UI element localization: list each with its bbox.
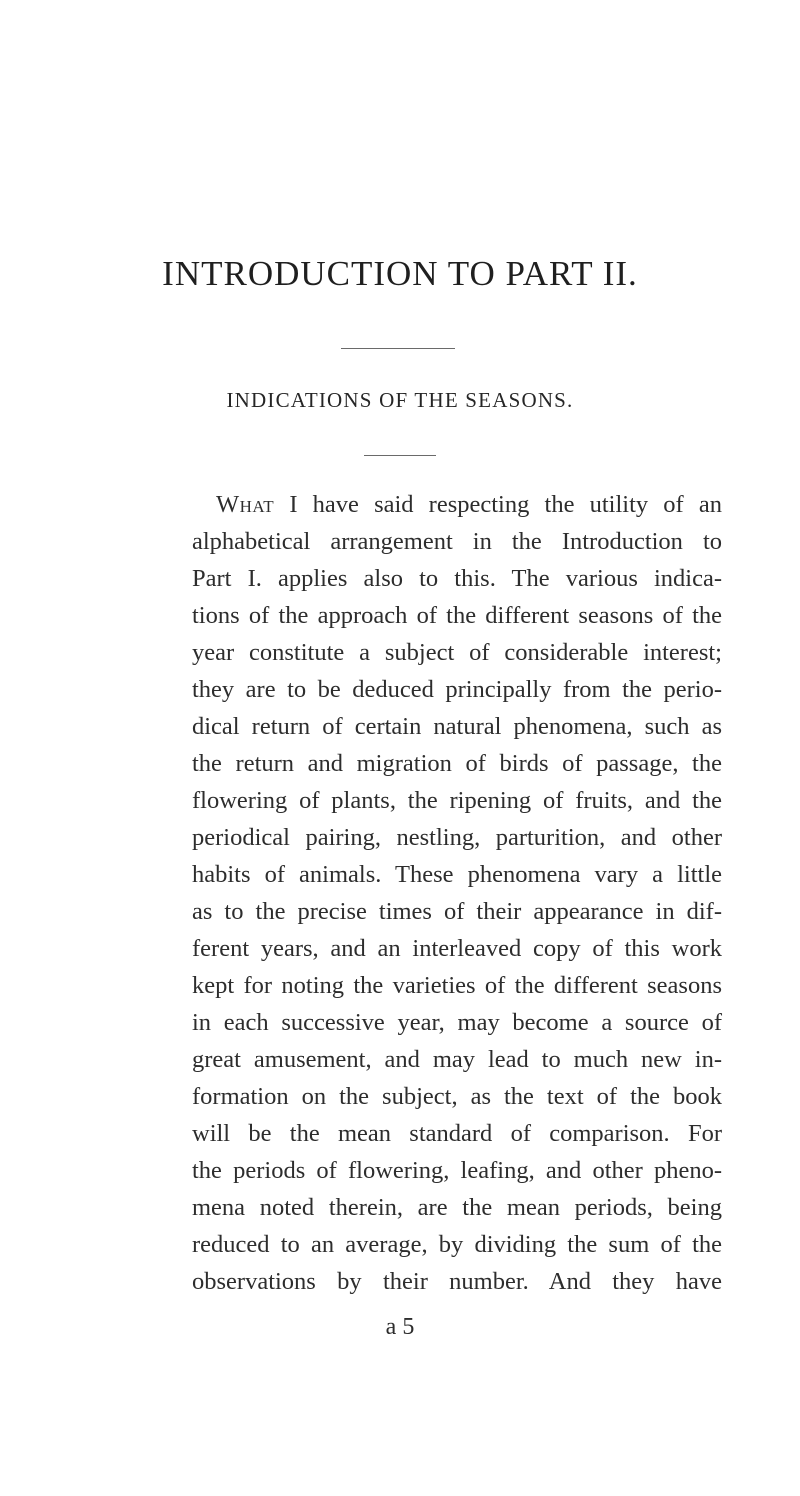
paragraph-line-15: in each successive year, may become a source of bbox=[192, 1009, 722, 1036]
paragraph-line-2: alphabetical arrangement in the Introduction to bbox=[192, 528, 722, 555]
paragraph-line-12: as to the precise times of their appearance in dif- bbox=[192, 898, 722, 925]
paragraph-line-4: tions of the approach of the different seasons of the bbox=[192, 602, 722, 629]
paragraph-line-5: year constitute a subject of considerable interest; bbox=[192, 639, 722, 666]
subtitle-divider bbox=[364, 455, 436, 456]
paragraph-line-9: flowering of plants, the ripening of fruits, and the bbox=[192, 787, 722, 814]
paragraph-line-17: formation on the subject, as the text of the book bbox=[192, 1083, 722, 1110]
paragraph-line-11: habits of animals. These phenomena vary a little bbox=[192, 861, 722, 888]
page-title: INTRODUCTION TO PART II. bbox=[162, 254, 638, 293]
body-paragraph bbox=[192, 486, 722, 1300]
paragraph-line-21: reduced to an average, by dividing the sum of the bbox=[192, 1231, 722, 1258]
opening-word: What bbox=[216, 491, 275, 518]
paragraph-line-22: observations by their number. And they have bbox=[192, 1268, 722, 1295]
paragraph-line-7: dical return of certain natural phenomena, such as bbox=[192, 713, 722, 740]
signature-mark: a 5 bbox=[385, 1314, 415, 1340]
title-divider bbox=[341, 348, 455, 349]
paragraph-line-8: the return and migration of birds of passage, the bbox=[192, 750, 722, 777]
paragraph-line-19: the periods of flowering, leafing, and other pheno- bbox=[192, 1157, 722, 1184]
paragraph-line-1: What I have said respecting the utility of an bbox=[216, 491, 722, 518]
paragraph-line-10: periodical pairing, nestling, parturition, and other bbox=[192, 824, 722, 851]
paragraph-line-3: Part I. applies also to this. The various indica- bbox=[192, 565, 722, 592]
paragraph-line-14: kept for noting the varieties of the different seasons bbox=[192, 972, 722, 999]
paragraph-line-13: ferent years, and an interleaved copy of this work bbox=[192, 935, 722, 962]
paragraph-line-20: mena noted therein, are the mean periods, being bbox=[192, 1194, 722, 1221]
paragraph-line-16: great amusement, and may lead to much new in- bbox=[192, 1046, 722, 1073]
paragraph-line-18: will be the mean standard of comparison. For bbox=[192, 1120, 722, 1147]
paragraph-line-6: they are to be deduced principally from the perio- bbox=[192, 676, 722, 703]
section-subtitle: INDICATIONS OF THE SEASONS. bbox=[226, 388, 574, 412]
